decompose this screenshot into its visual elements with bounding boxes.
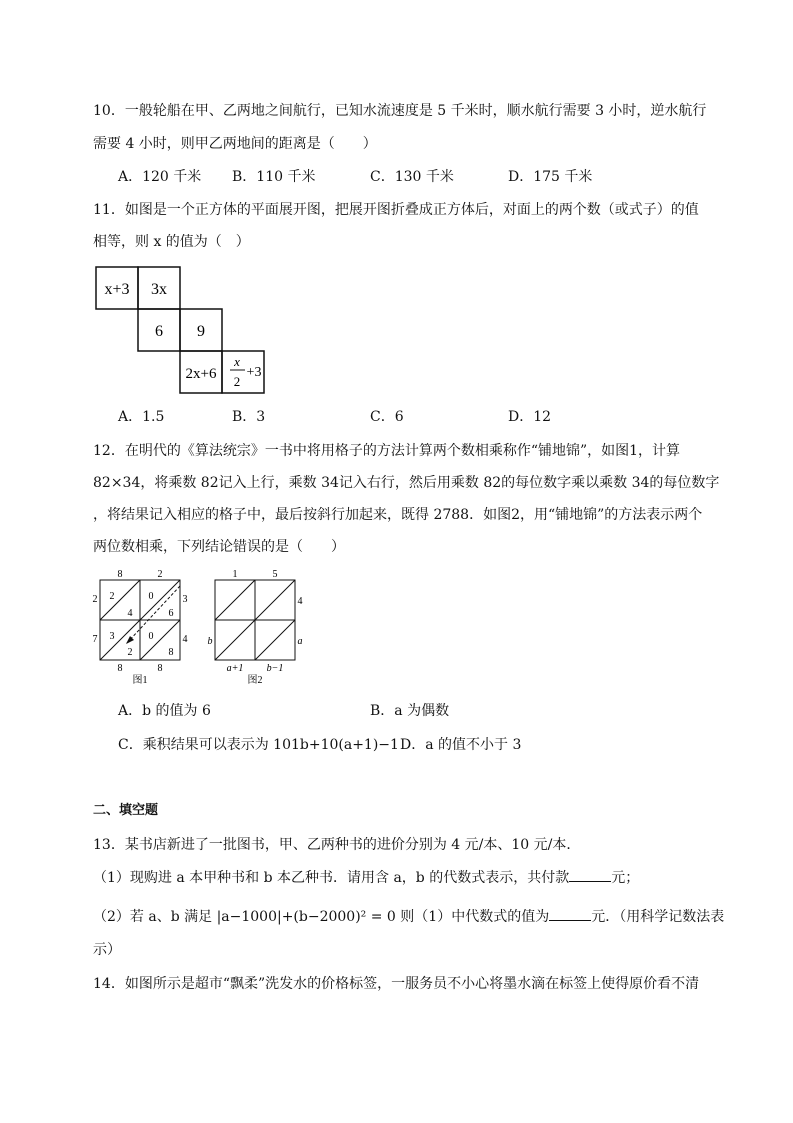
q11-line1: 11．如图是一个正方体的平面展开图，把展开图折叠成正方体后，对面上的两个数（或式子）的值 — [93, 202, 699, 218]
q11-option-b[interactable]: B．3 — [232, 409, 266, 425]
lattice-figure-2 — [205, 568, 305, 688]
q12-option-d[interactable]: D．a 的值不小于 3 — [400, 737, 522, 753]
fig1-bottom-1: 8 — [117, 663, 123, 674]
q12-option-c[interactable]: C．乘积结果可以表示为 101b+10(a+1)−1 — [118, 737, 399, 753]
net-label-3: 6 — [155, 323, 163, 340]
q10-option-c[interactable]: C．130 千米 — [370, 169, 454, 185]
q11-option-a[interactable]: A．1.5 — [118, 409, 165, 425]
fig1-right-1: 3 — [182, 594, 188, 605]
net-frac-plus: +3 — [246, 365, 262, 380]
q12-line1: 12．在明代的《算法统宗》一书中将用格子的方法计算两个数相乘称作“铺地锦”，如图1，计算 — [93, 443, 681, 459]
net-label-1: x+3 — [104, 281, 130, 298]
q12-line3: ，将结果记入相应的格子中，最后按斜行加起来，既得 2788．如图2，用“铺地锦”的方法表示两个 — [93, 507, 703, 523]
q10-option-b[interactable]: B．110 千米 — [232, 169, 316, 185]
fig1-cell-8: 8 — [168, 647, 174, 658]
fig2-top-1: 1 — [232, 569, 238, 580]
q10-line2: 需要 4 小时，则甲乙两地间的距离是（ ） — [93, 136, 377, 152]
fig1-cell-6: 2 — [127, 647, 133, 658]
q12-option-b[interactable]: B．a 为偶数 — [370, 703, 450, 719]
q11-line2: 相等，则 x 的值为（ ） — [93, 234, 250, 250]
q10-line1: 10．一般轮船在甲、乙两地之间航行，已知水流速度是 5 千米时，顺水航行需要 3 小时，逆水航行 — [93, 103, 707, 119]
q12-line2: 82×34，将乘数 82记入上行，乘数 34记入右行，然后用乘数 82的每位数字乘以乘数 34的每位数字 — [93, 475, 720, 491]
net-frac-den: 2 — [233, 374, 241, 389]
fig1-left-2: 7 — [92, 634, 98, 645]
fig1-bottom-2: 8 — [157, 663, 163, 674]
fig1-top-1: 8 — [117, 569, 123, 580]
net-label-2: 3x — [151, 281, 167, 298]
net-frac-num: x — [234, 354, 240, 369]
q12-line4: 两位数相乘，下列结论错误的是（ ） — [93, 539, 345, 555]
q13-line3-text: （2）若 a、b 满足 |a−1000|+(b−2000)² = 0 则（1）中代数式的值为 — [93, 909, 550, 925]
fig2-left: b — [207, 636, 213, 647]
cube-net-figure — [95, 266, 275, 396]
q14-line1: 14．如图所示是超市“飘柔”洗发水的价格标签，一服务员不小心将墨水滴在标签上使得原价看不清 — [93, 976, 700, 992]
fig1-cell-1: 2 — [109, 591, 115, 602]
q11-option-d[interactable]: D．12 — [508, 409, 552, 425]
fig1-left-1: 2 — [92, 594, 98, 605]
fig1-cell-5: 3 — [109, 631, 115, 642]
fig1-cell-2: 4 — [127, 608, 133, 619]
fig1-caption: 图1 — [132, 675, 148, 686]
fig2-right-2: a — [297, 636, 303, 647]
q13-line2-tail: 元； — [611, 870, 640, 886]
q10-option-d[interactable]: D．175 千米 — [508, 169, 593, 185]
q13-line3-tail: 元．（用科学记数法表 — [591, 909, 725, 925]
net-label-4: 9 — [197, 323, 205, 340]
q12-option-a[interactable]: A．b 的值为 6 — [118, 703, 211, 719]
q13-line4: 示） — [93, 942, 121, 958]
section-title-fill-in: 二、填空题 — [93, 803, 159, 818]
q13-line1: 13．某书店新进了一批图书，甲、乙两种书的进价分别为 4 元/本、10 元/本． — [93, 837, 581, 853]
fig1-cell-7: 0 — [148, 631, 154, 642]
fig1-right-2: 4 — [182, 634, 188, 645]
fig2-bottom-2: b−1 — [266, 663, 284, 674]
fig2-caption: 图2 — [247, 675, 263, 686]
fig2-right-1: 4 — [297, 596, 303, 607]
q13-line3 — [93, 906, 724, 927]
fig2-top-2: 5 — [272, 569, 278, 580]
q13-blank-2[interactable] — [549, 906, 591, 921]
q10-option-a[interactable]: A．120 千米 — [118, 169, 202, 185]
q11-option-c[interactable]: C．6 — [370, 409, 404, 425]
q13-line2 — [93, 867, 639, 888]
net-label-5: 2x+6 — [185, 366, 217, 382]
fig2-bottom-1: a+1 — [226, 663, 244, 674]
fig1-cell-4: 6 — [168, 608, 174, 619]
lattice-figure-1 — [90, 568, 190, 688]
fig1-cell-3: 0 — [148, 591, 154, 602]
q13-line2-text: （1）现购进 a 本甲种书和 b 本乙种书．请用含 a，b 的代数式表示，共付款 — [93, 870, 570, 886]
fig1-top-2: 2 — [157, 569, 163, 580]
q13-blank-1[interactable] — [569, 867, 611, 882]
